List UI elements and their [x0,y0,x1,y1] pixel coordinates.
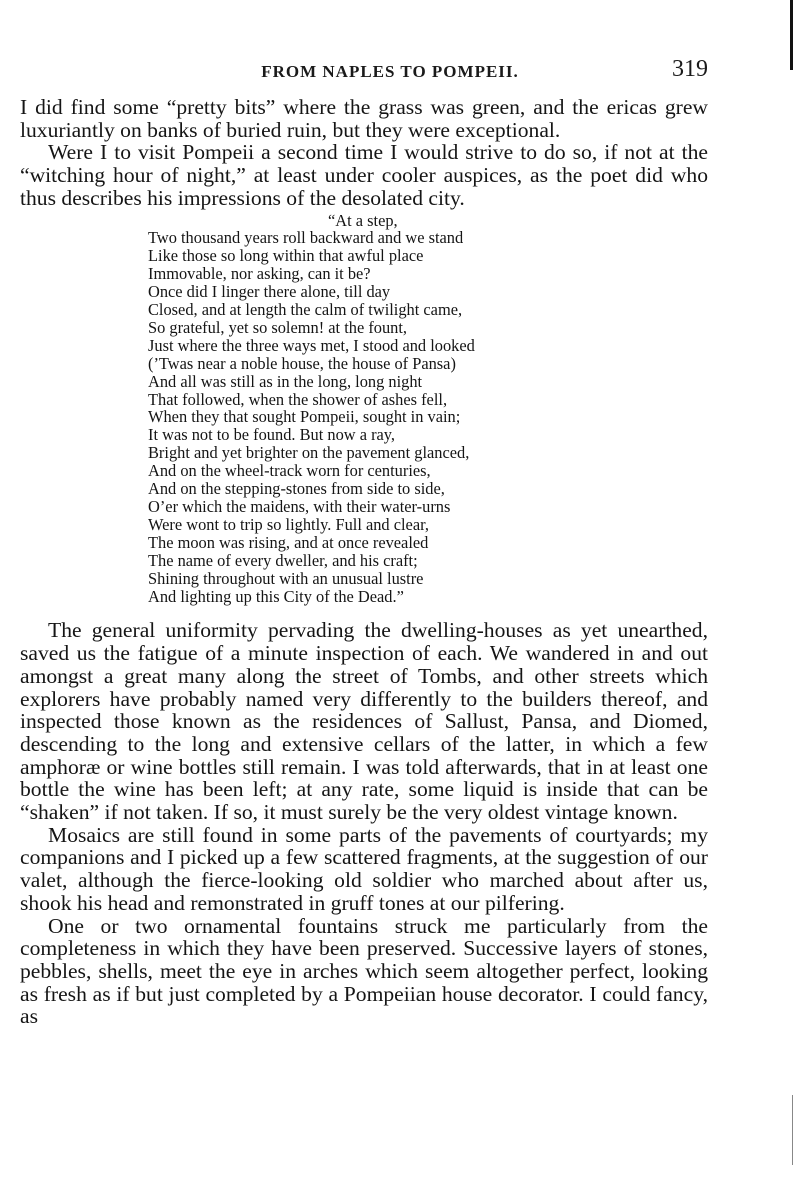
page-number: 319 [672,56,708,82]
poem-quotation [148,212,708,606]
book-page [20,0,710,1200]
running-title: FROM NAPLES TO POMPEII. [261,62,519,81]
running-head [20,56,710,86]
poem-line: Bright and yet brighter on the pavement glanced, [148,443,470,463]
poem-line: Once did I linger there alone, till day [148,282,391,302]
poem-line: “At a step, [328,210,398,230]
poem-line: Immovable, nor asking, can it be? [148,264,371,284]
paragraph-4: Mosaics are still found in some parts of the pavements of courtyards; my companions and I picked up a few scattered fragments, at the suggestion of our valet, although the fierce-looking old soldier who marched about after us, shook his head and remonstrated in gruff tones at our pilfering. [20,822,708,915]
poem-line: The moon was rising, and at once revealed [148,532,429,552]
paragraph-3: The general uniformity pervading the dwelling-houses as yet unearthed, saved us the fatigue of a minute inspection of each. We wandered in and out amongst a great many along the street of Tombs, and other streets which explorers have probably named very differently to the builders thereof, and inspected those known as the residences of Sallust, Pansa, and Diomed, descending to the long and extensive cellars of the latter, in which a few amphoræ or wine bottles still remain. I was told afterwards, that in at least one bottle the wine has been left; at any rate, some liquid is inside that can be “shaken” if not taken. If so, it must surely be the very oldest vintage known. [20,618,708,825]
poem-line: Were wont to trip so lightly. Full and clear, [148,514,430,534]
poem-line: And on the stepping-stones from side to side, [148,479,445,499]
poem-line: So grateful, yet so solemn! at the fount, [148,317,408,337]
poem-line: It was not to be found. But now a ray, [148,425,396,445]
poem-line: And all was still as in the long, long night [148,371,423,391]
poem-line: Shining throughout with an unusual lustre [148,568,424,588]
poem-line: (’Twas near a noble house, the house of Pansa) [148,353,456,373]
poem-line: When they that sought Pompeii, sought in vain; [148,407,461,427]
poem-line: Like those so long within that awful place [148,246,424,266]
poem-line: The name of every dweller, and his craft; [148,550,418,570]
poem-line: Just where the three ways met, I stood and looked [148,335,475,355]
paragraph-1: I did find some “pretty bits” where the grass was green, and the ericas grew luxuriantly on banks of buried ruin, but they were exceptional. [20,95,708,142]
poem-line: Closed, and at length the calm of twilight came, [148,300,463,320]
poem-line: That followed, when the shower of ashes fell, [148,389,448,409]
poem-line: Two thousand years roll backward and we stand [148,228,464,248]
poem-line: O’er which the maidens, with their water-urns [148,497,451,517]
paragraph-5: One or two ornamental fountains struck me particularly from the completeness in which they have been preserved. Successive layers of stones, pebbles, shells, meet the eye in arches which seem altogether perfect, looking as fresh as if but just completed by a Pompeiian house decorator. I could fancy, as [20,913,708,1029]
poem-line: And lighting up this City of the Dead.” [148,586,404,606]
poem-line: And on the wheel-track worn for centuries, [148,461,431,481]
paragraph-2: Were I to visit Pompeii a second time I would strive to do so, if not at the “witching hour of night,” at least under cooler auspices, as the poet did who thus describes his impressions of the desolated city. [20,140,708,210]
body-text [20,96,708,1028]
